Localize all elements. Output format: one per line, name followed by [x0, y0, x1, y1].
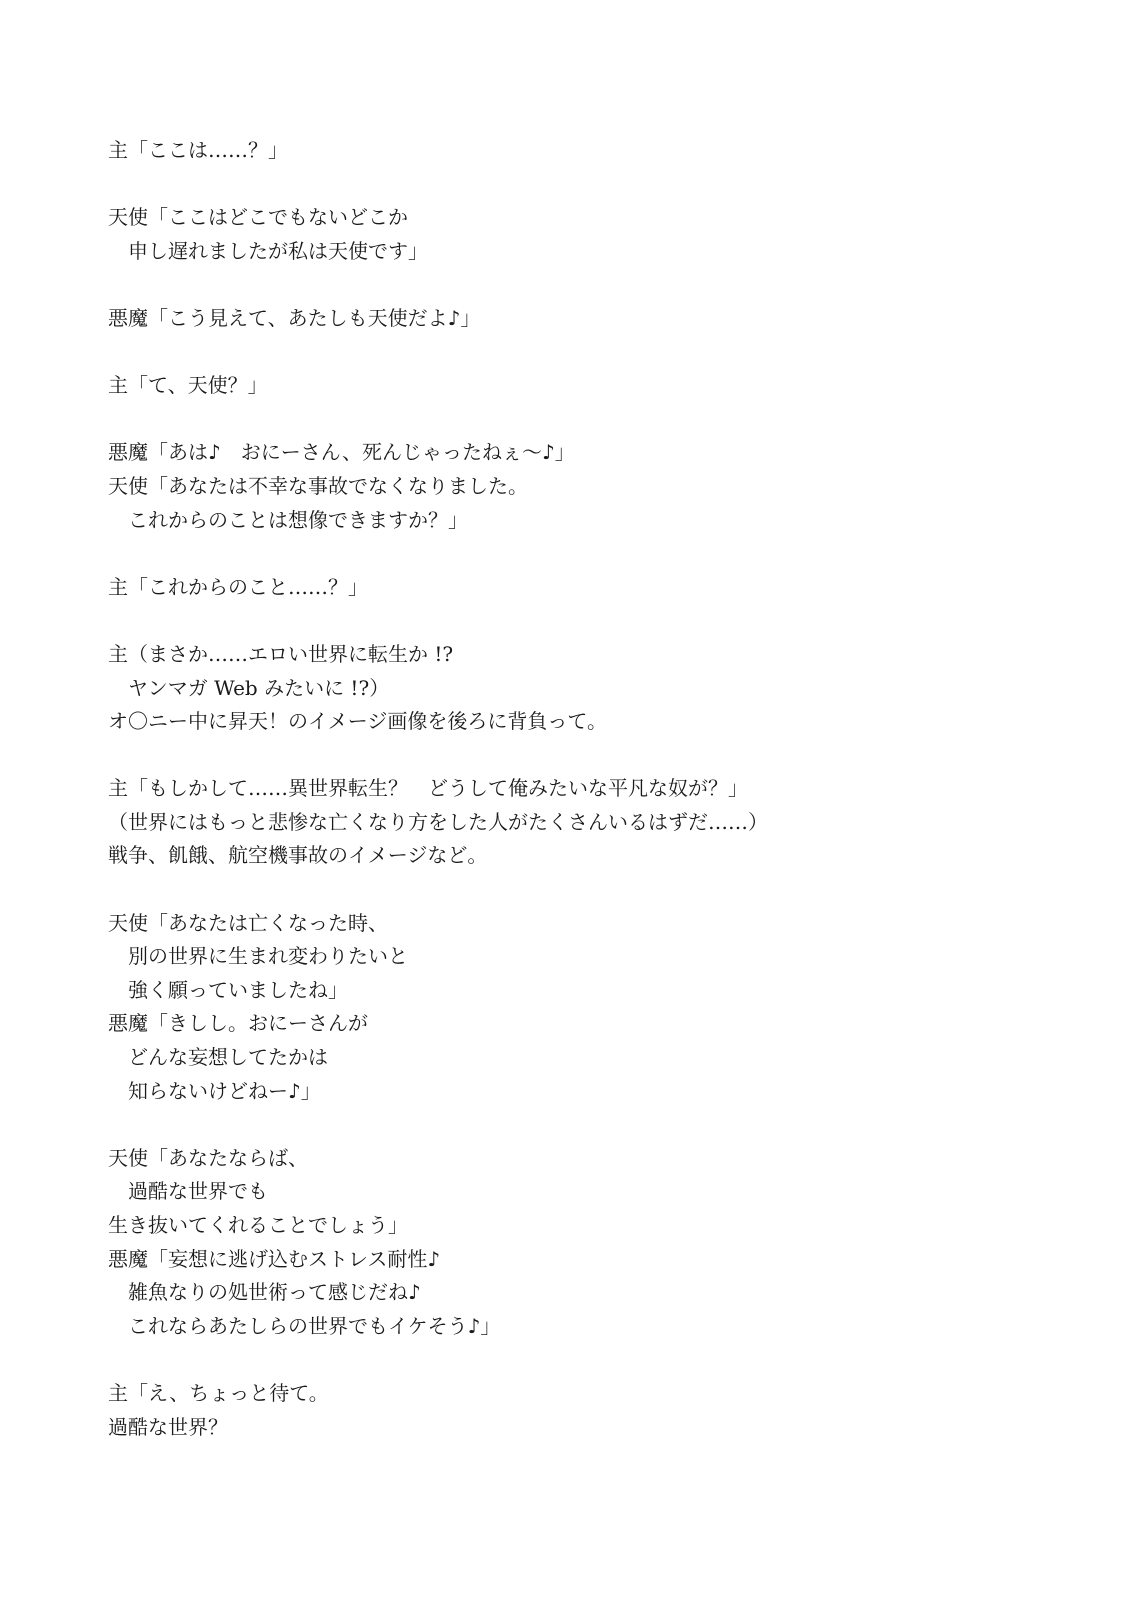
- blank-line: [108, 336, 1068, 370]
- blank-line: [108, 1108, 1068, 1142]
- text-line: ヤンマガ Web みたいに !?）: [108, 675, 390, 700]
- text-line: 天使「あなたは不幸な事故でなくなりました。: [108, 473, 528, 498]
- text-line: これからのことは想像できますか？」: [108, 507, 468, 532]
- text-line: 主「て、天使？」: [108, 373, 268, 398]
- text-line: 主「これからのこと……？」: [108, 574, 368, 599]
- blank-line: [108, 604, 1068, 638]
- blank-line: [108, 403, 1068, 437]
- text-line: 生き抜いてくれることでしょう」: [108, 1213, 408, 1237]
- blank-line: [108, 873, 1068, 907]
- text-line: 主「ここは……？」: [108, 138, 288, 162]
- blank-line: [108, 268, 1068, 302]
- text-line: 天使「ここはどこでもないどこか: [108, 205, 408, 230]
- text-line: 天使「あなたは亡くなった時、: [108, 910, 388, 935]
- text-line: 悪魔「こう見えて、あたしも天使だよ♪」: [108, 305, 481, 330]
- text-line: 悪魔「きしし。おにーさんが: [108, 1011, 368, 1036]
- text-line: 別の世界に生まれ変わりたいと: [108, 944, 408, 969]
- text-line: 強く願っていましたね」: [108, 977, 348, 1002]
- text-line: 過酷な世界でも: [108, 1179, 268, 1204]
- blank-line: [108, 168, 1068, 202]
- text-line: 悪魔「あは♪ おにーさん、死んじゃったねぇ〜♪」: [108, 440, 575, 465]
- text-line: どんな妄想してたかは: [108, 1045, 328, 1070]
- text-line: 主「もしかして……異世界転生？ どうして俺みたいな平凡な奴が？」: [108, 776, 748, 801]
- text-line: 過酷な世界？: [108, 1414, 228, 1439]
- text-line: 雑魚なりの処世術って感じだね♪: [108, 1280, 421, 1305]
- text-line: 知らないけどねー♪」: [108, 1078, 321, 1103]
- blank-line: [108, 1343, 1068, 1377]
- blank-line: [108, 537, 1068, 571]
- text-line: 戦争、飢餓、航空機事故のイメージなど。: [108, 843, 488, 868]
- text-line: （世界にはもっと悲惨な亡くなり方をした人がたくさんいるはずだ……）: [108, 809, 768, 834]
- text-line: 主「え、ちょっと待て。: [108, 1380, 329, 1405]
- script-text: [108, 134, 1068, 1444]
- blank-line: [108, 739, 1068, 773]
- text-line: オ〇ニー中に昇天！のイメージ画像を後ろに背負って。: [108, 709, 607, 734]
- text-line: 主（まさか……エロい世界に転生か !?: [108, 641, 454, 666]
- text-line: これならあたしらの世界でもイケそう♪」: [108, 1313, 501, 1338]
- text-line: 申し遅れましたが私は天使です」: [108, 238, 428, 263]
- text-line: 天使「あなたならば、: [108, 1145, 308, 1170]
- text-line: 悪魔「妄想に逃げ込むストレス耐性♪: [108, 1246, 441, 1271]
